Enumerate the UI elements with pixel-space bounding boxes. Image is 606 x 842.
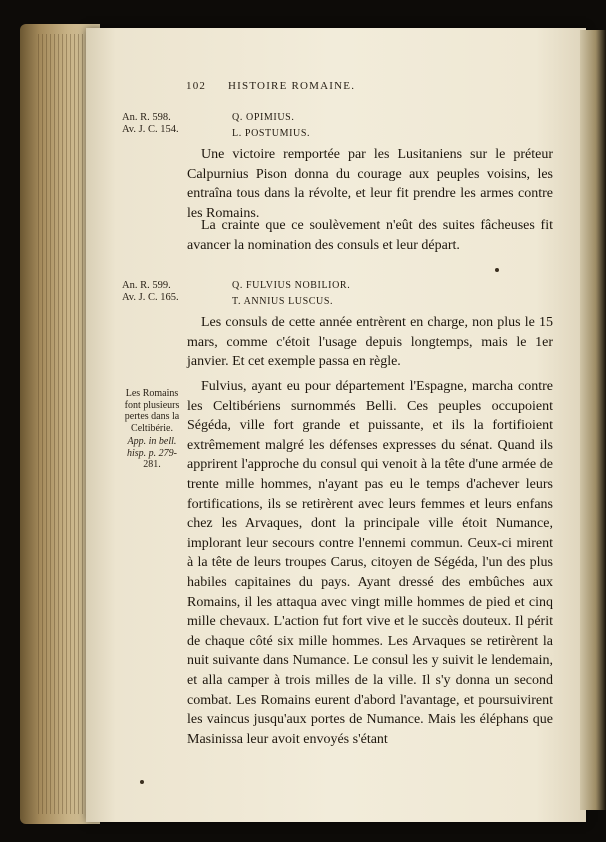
consul-name: Q. OPIMIUS. xyxy=(232,112,295,123)
consul-name: L. POSTUMIUS. xyxy=(232,128,311,139)
margin-note-line: An. R. 599. xyxy=(122,280,171,291)
margin-note-line: hisp. p. 279- xyxy=(127,447,177,459)
facing-page-edge xyxy=(580,30,606,810)
consul-name: Q. FULVIUS NOBILIOR. xyxy=(232,280,351,291)
paragraph: Les consuls de cette année entrèrent en charge, non plus le 15 mars, comme c'étoit l'usage depuis longtemps, mais le 1er janvier. Et cet exemple passa en règle. xyxy=(187,315,553,370)
running-title: HISTOIRE ROMAINE. xyxy=(228,80,356,92)
paragraph: Fulvius, ayant eu pour département l'Espagne, marcha contre les Celtibériens surnommés Belli. Ces peuples occupoient Ségéda, ville fort grande et puissante, et ils la fortifioient extrêmement malgré les défenses expresses du sénat. Quand ils apprirent l'approche du consul qui venoit à la tête d'une armée de trente mille hommes, n'ayant pas eu le temps d'achever leurs fortifications, ils se retirèrent avec leurs femmes et leurs enfans chez les Arvaques, dont la principale ville étoit Numance, implorant leur secours contre l'ennemi commun. Ceux-ci mirent à la tête de leurs troupes Carus, citoyen de Ségéda, l'un des plus habiles capitaines du pays. Ayant dressé des embûches aux Romains, il les attaqua avec vingt mille hommes de pied et cinq mille chevaux. L'action fut fort vive et le succès douteux. Il périt de chaque côté six mille hommes. Les Arvaques se retirèrent la nuit suivante dans Numance. Le consul les y suivit le lendemain, et alla camper à trois milles de la ville. Il s'y donna un second combat. Les Romains eurent d'abord l'avantage, et poursuivirent les vaincus jusqu'aux portes de Numance. Mais les éléphans que Masinissa leur avoit envoyés s'étant xyxy=(187,379,553,747)
margin-note-line: 281. xyxy=(143,459,161,470)
margin-note-line: pertes dans la xyxy=(124,411,180,422)
margin-note-year-599 xyxy=(122,280,179,304)
margin-note-line: Celtibérie. xyxy=(131,422,173,434)
margin-note-line: App. in bell. xyxy=(127,436,177,447)
margin-note-line: Av. J. C. 165. xyxy=(122,292,179,303)
margin-note-year-598 xyxy=(122,112,179,136)
ink-spot xyxy=(495,268,499,272)
paragraph: La crainte que ce soulèvement n'eût des suites fâcheuses fit avancer la nomination des consuls et leur départ. xyxy=(187,218,553,253)
margin-note-line: Les Romains xyxy=(125,388,179,399)
margin-note-line: font plusieurs xyxy=(124,399,180,411)
page-number: 102 xyxy=(186,80,207,92)
margin-note-romans xyxy=(116,388,188,471)
ink-spot xyxy=(140,780,144,784)
margin-note-line: An. R. 598. xyxy=(122,112,171,123)
paragraph: Une victoire remportée par les Lusitaniens sur le préteur Calpurnius Pison donna du courage aux peuples voisins, les entraîna tous dans la révolte, et leur fit prendre les armes contre les Romains. xyxy=(187,147,553,221)
consul-name: T. ANNIUS LUSCUS. xyxy=(232,296,334,307)
margin-note-line: Av. J. C. 154. xyxy=(122,124,179,135)
